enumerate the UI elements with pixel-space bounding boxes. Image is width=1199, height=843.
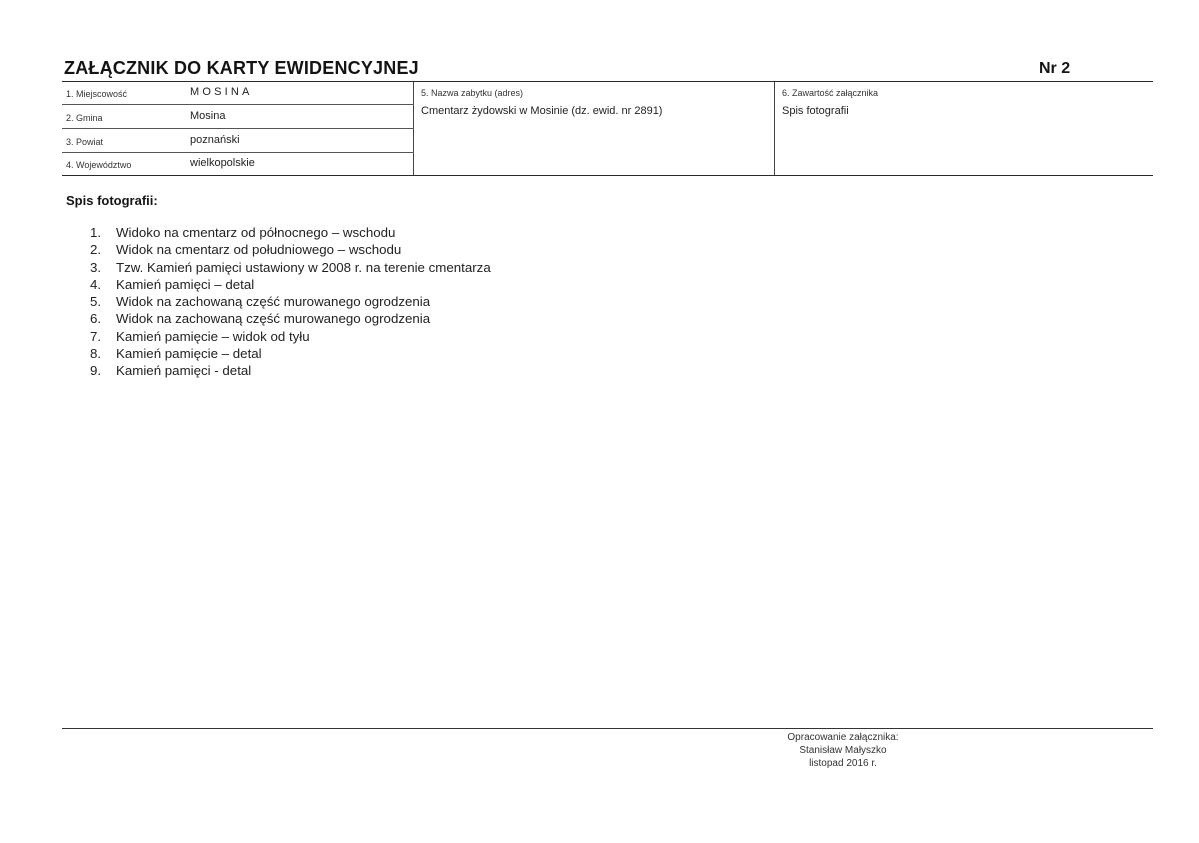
- voivodeship-label: 4. Województwo: [66, 160, 132, 170]
- row-divider: [62, 104, 414, 105]
- item-text: Widoko na cmentarz od północnego – wschodu: [116, 225, 396, 240]
- photo-list: [90, 224, 491, 380]
- item-text: Kamień pamięcie – detal: [116, 346, 262, 362]
- author-name: Stanisław Małyszko: [799, 745, 887, 756]
- footer-signature: [768, 731, 918, 770]
- list-item: [90, 241, 491, 258]
- monument-label: 5. Nazwa zabytku (adres): [421, 88, 524, 98]
- voivodeship-value: wielkopolskie: [190, 157, 255, 169]
- item-text: Kamień pamięcie – widok od tyłu: [116, 328, 310, 344]
- item-text: Tzw. Kamień pamięci ustawiony w 2008 r. na terenie cmentarza: [116, 259, 491, 275]
- item-text: Widok na zachowaną część murowanego ogrodzenia: [116, 294, 431, 310]
- item-text: Kamień pamięci – detal: [116, 276, 255, 292]
- commune-value: Mosina: [190, 110, 226, 122]
- item-number: 2.: [90, 242, 102, 258]
- commune-label: 2. Gmina: [66, 113, 103, 123]
- row-divider: [62, 128, 414, 129]
- item-text: Widok na zachowaną część murowanego ogrodzenia: [116, 311, 431, 327]
- item-number: 6.: [90, 311, 102, 327]
- contents-value: Spis fotografii: [782, 105, 849, 117]
- item-number: 4.: [90, 276, 102, 292]
- header-rule: [62, 81, 1153, 82]
- prepared-label: Opracowanie załącznika:: [787, 732, 899, 743]
- document-title: ZAŁĄCZNIK DO KARTY EWIDENCYJNEJ: [64, 58, 419, 78]
- locality-value: MOSINA: [190, 86, 253, 98]
- list-item: [90, 276, 491, 293]
- preparation-date: listopad 2016 r.: [809, 758, 877, 769]
- list-item: [90, 362, 491, 379]
- item-number: 3.: [90, 259, 102, 275]
- photo-list-heading: Spis fotografii:: [66, 193, 158, 208]
- contents-label: 6. Zawartość załącznika: [782, 88, 879, 98]
- item-text: Widok na cmentarz od południowego – wschodu: [116, 242, 402, 258]
- district-value: poznański: [190, 134, 240, 146]
- monument-value: Cmentarz żydowski w Mosinie (dz. ewid. nr 2891): [421, 105, 663, 117]
- item-number: 8.: [90, 346, 102, 362]
- district-label: 3. Powiat: [66, 137, 104, 147]
- list-item: [90, 224, 491, 241]
- list-item: [90, 259, 491, 276]
- item-text: Kamień pamięci - detal: [116, 363, 252, 379]
- row-divider: [62, 152, 414, 153]
- locality-label: 1. Miejscowość: [66, 89, 128, 99]
- list-item: [90, 328, 491, 345]
- footer-rule: [62, 728, 1153, 729]
- column-divider: [774, 82, 775, 175]
- list-item: [90, 345, 491, 362]
- list-item: [90, 310, 491, 327]
- item-number: 5.: [90, 294, 102, 310]
- table-bottom-rule: [62, 175, 1153, 176]
- attachment-number: Nr 2: [1039, 60, 1071, 77]
- item-number: 9.: [90, 363, 102, 379]
- item-number: 1.: [90, 225, 102, 240]
- list-item: [90, 293, 491, 310]
- item-number: 7.: [90, 328, 102, 344]
